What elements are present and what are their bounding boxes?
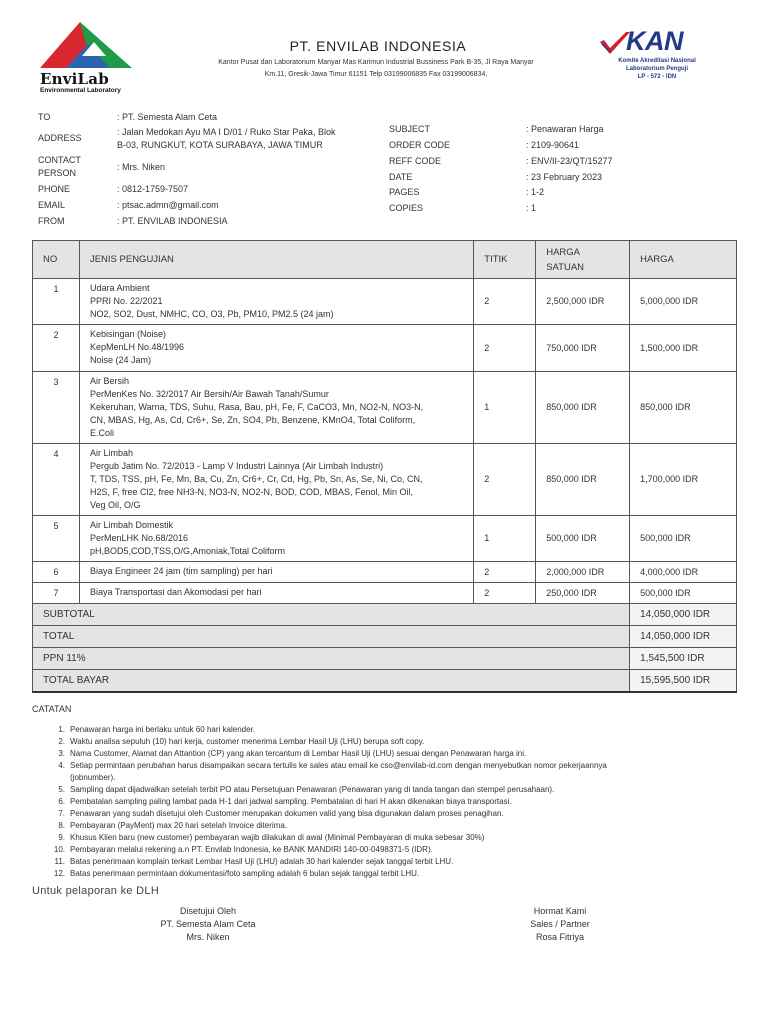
total-row — [33, 626, 737, 648]
ppn-label: PPN 11% — [33, 648, 630, 670]
header-no: NO — [33, 241, 80, 279]
signature-customer-name: Mrs. Niken — [186, 932, 230, 942]
email-label: EMAIL — [38, 200, 66, 210]
note-number: 9. — [58, 833, 65, 842]
to-label: TO — [38, 112, 51, 122]
row-harga: 4,000,000 IDR — [630, 562, 737, 583]
ppn-value: 1,545,500 IDR — [630, 648, 737, 670]
row-titik: 2 — [474, 279, 536, 325]
note-text: Khusus Klien baru (new customer) pembayaran wajib dilakukan di awal (Minimal Pembayaran di muka sebesar 30%) — [70, 833, 485, 842]
note-text: (jobnumber). — [70, 773, 116, 782]
row-description-line: T, TDS, TSS, pH, Fe, Mn, Ba, Cu, Zn, Cr6+, Cr, Cd, Hg, Pb, Sn, As, Se, Ni, Co, CN, — [89, 474, 423, 484]
total-bayar-row — [33, 670, 737, 692]
note-number: 11. — [54, 857, 65, 866]
email-value: : ptsac.admn@gmail.com — [117, 200, 219, 210]
table-row — [33, 562, 737, 583]
table-row — [33, 279, 737, 325]
row-harga-satuan: 250,000 IDR — [536, 583, 630, 604]
contact-label-line1: CONTACT — [38, 155, 81, 165]
row-description-line: Air Bersih — [89, 376, 129, 386]
row-description-line: Pergub Jatim No. 72/2013 - Lamp V Industri Lainnya (Air Limbah Industri) — [89, 461, 384, 471]
note-item — [52, 784, 742, 796]
date-label: DATE — [389, 172, 413, 182]
table-row — [33, 516, 737, 562]
note-item — [52, 856, 742, 868]
row-description-line: PPRI No. 22/2021 — [89, 296, 163, 306]
signature-customer — [128, 905, 288, 944]
from-label: FROM — [38, 216, 65, 226]
company-address — [174, 57, 578, 81]
row-description-line: Veg Oil, O/G — [89, 500, 141, 510]
row-no: 7 — [33, 583, 80, 604]
envilab-triangle-icon — [36, 18, 136, 72]
note-number: 3. — [58, 749, 65, 758]
row-titik: 2 — [474, 444, 536, 516]
ppn-row — [33, 648, 737, 670]
order-code-value: : 2109-90641 — [526, 140, 580, 150]
from-value: : PT. ENVILAB INDONESIA — [117, 216, 228, 226]
header-jenis-pengujian: JENIS PENGUJIAN — [79, 241, 473, 279]
row-harga-satuan: 750,000 IDR — [536, 325, 630, 372]
subject-label: SUBJECT — [389, 124, 431, 134]
subtotal-label: SUBTOTAL — [33, 604, 630, 626]
note-text: Penawaran yang sudah disetujui oleh Customer merupakan dokumen valid yang bisa digunakan dalam proses penagihan. — [70, 809, 504, 818]
note-text: Sampling dapat dijadwalkan setelah terbit PO atau Persetujuan Penawaran (Penawaran yang di tanda tangan dan stempel perusahaan). — [70, 785, 555, 794]
order-code-label: ORDER CODE — [389, 140, 451, 150]
signature-envilab-caption: Hormat Kami — [533, 906, 587, 916]
row-description — [79, 325, 473, 372]
note-text: Nama Customer, Alamat dan Attantion (CP) yang akan tercantum di Lembar Hasil Uji (LHU) sesuai dengan Penawaran harga ini. — [70, 749, 527, 758]
note-item — [52, 820, 742, 832]
row-titik: 1 — [474, 516, 536, 562]
note-text: Pembayaran (PayMent) max 20 hari setelah Invoice diterima. — [70, 821, 287, 830]
note-text: Pembayaran melalui rekening a.n PT. Envilab Indonesia, ke BANK MANDIRI 140-00-0498371-5 (IDR). — [70, 845, 433, 854]
row-no: 5 — [33, 516, 80, 562]
subject-value: : Penawaran Harga — [526, 124, 604, 134]
row-no: 2 — [33, 325, 80, 372]
pages-label: PAGES — [389, 187, 420, 197]
row-no: 1 — [33, 279, 80, 325]
row-description-line: Biaya Transportasi dan Akomodasi per hari — [89, 587, 262, 597]
header-titik: TITIK — [474, 241, 536, 279]
subtotal-row — [33, 604, 737, 626]
note-number: 7. — [58, 809, 65, 818]
note-number: 2. — [58, 737, 65, 746]
note-text: Batas penerimaan komplain terkait Lembar Hasil Uji (LHU) adalah 30 hari kalender sejak tanggal terbit LHU. — [70, 857, 454, 866]
row-harga: 500,000 IDR — [630, 583, 737, 604]
row-harga: 5,000,000 IDR — [630, 279, 737, 325]
reff-code-value: : ENV/II-23/QT/15277 — [526, 156, 613, 166]
company-title: PT. ENVILAB INDONESIA — [289, 38, 467, 54]
phone-value: : 0812-1759-7507 — [117, 184, 189, 194]
note-item — [52, 724, 742, 736]
note-item — [52, 760, 742, 784]
date-value: : 23 February 2023 — [526, 172, 603, 182]
phone-label: PHONE — [38, 184, 71, 194]
kan-logo-line2: Laboratorium Penguji — [625, 66, 688, 72]
copies-value: : 1 — [526, 203, 537, 213]
subtotal-value: 14,050,000 IDR — [630, 604, 737, 626]
total-bayar-value: 15,595,500 IDR — [630, 670, 737, 692]
row-description — [79, 444, 473, 516]
signature-envilab — [480, 905, 640, 944]
note-item — [52, 868, 742, 880]
note-number: 12. — [53, 869, 65, 878]
row-titik: 2 — [474, 562, 536, 583]
row-no: 6 — [33, 562, 80, 583]
contact-value: : Mrs. Niken — [117, 162, 166, 172]
row-titik: 2 — [474, 583, 536, 604]
header-harga-satuan-line2: SATUAN — [546, 261, 585, 273]
row-description-line: Kekeruhan, Warna, TDS, Suhu, Rasa, Bau, pH, Fe, F, CaCO3, Mn, NO2-N, NO3-N, — [89, 402, 424, 412]
row-no: 4 — [33, 444, 80, 516]
row-description — [79, 583, 473, 604]
total-value: 14,050,000 IDR — [630, 626, 737, 648]
header-harga-satuan — [536, 241, 630, 279]
table-row — [33, 372, 737, 444]
address-label: ADDRESS — [38, 133, 82, 143]
signature-customer-company: PT. Semesta Alam Ceta — [160, 919, 256, 929]
signature-envilab-role: Sales / Partner — [530, 919, 590, 929]
company-address-line2: Km.11, Gresik-Jawa Timur 61151 Telp 03199006835 Fax 03199006834, — [264, 71, 488, 78]
total-bayar-label: TOTAL BAYAR — [33, 670, 630, 692]
row-harga: 500,000 IDR — [630, 516, 737, 562]
envilab-logo-subtext: Environmental Laboratory — [40, 87, 121, 94]
table-row — [33, 583, 737, 604]
row-harga-satuan: 500,000 IDR — [536, 516, 630, 562]
header-harga: HARGA — [630, 241, 737, 279]
dlh-reporting-note: Untuk pelaporan ke DLH — [32, 885, 160, 897]
row-description-line: Air Limbah Domestik — [89, 520, 173, 530]
header-harga-satuan-line1: HARGA — [546, 246, 581, 258]
row-description-line: NO2, SO2, Dust, NMHC, CO, O3, Pb, PM10, PM2.5 (24 jam) — [89, 309, 334, 319]
quotation-table — [32, 240, 737, 693]
note-text: Pembatalan sampling paling lambat pada H-1 dari jadwal sampling. Pembatalan di hari H akan dikenakan biaya transportasi. — [70, 797, 512, 806]
row-description-line: Air Limbah — [89, 448, 133, 458]
note-text: Waktu analisa sepuluh (10) hari kerja, customer menerima Lembar Hasil Uji (LHU) berupa soft copy. — [70, 737, 425, 746]
row-harga-satuan: 850,000 IDR — [536, 444, 630, 516]
note-number: 8. — [58, 821, 65, 830]
kan-logo — [598, 26, 716, 86]
row-description-line: Noise (24 Jam) — [89, 355, 151, 365]
note-text: Setiap permintaan perubahan harus disampaikan secara tertulis ke sales atau email ke cso@envilab-id.com dengan menyebutkan nomor pekerjaannya — [70, 761, 607, 770]
to-value: : PT. Semesta Alam Ceta — [117, 112, 218, 122]
note-item — [52, 808, 742, 820]
signature-customer-caption: Disetujui Oleh — [179, 906, 237, 916]
row-description — [79, 516, 473, 562]
envilab-logo — [36, 18, 136, 96]
row-harga: 1,500,000 IDR — [630, 325, 737, 372]
row-description-line: PerMenLHK No.68/2016 — [89, 533, 189, 543]
note-number: 1. — [58, 725, 65, 734]
pages-value: : 1-2 — [526, 187, 545, 197]
notes-title: CATATAN — [32, 704, 72, 714]
table-header-row — [33, 241, 737, 279]
note-number: 5. — [58, 785, 65, 794]
row-description — [79, 562, 473, 583]
envilab-logo-text: EnviLab — [40, 70, 109, 88]
company-address-line1: Kantor Pusat dan Laboratorium Manyar Mas Karimun Industrial Bussiness Park B-35, Jl Raya Manyar — [218, 59, 534, 66]
row-harga-satuan: 2,000,000 IDR — [536, 562, 630, 583]
row-description — [79, 279, 473, 325]
row-description — [79, 372, 473, 444]
row-harga-satuan: 850,000 IDR — [536, 372, 630, 444]
notes-list — [52, 724, 742, 880]
row-description-line: CN, MBAS, Hg, As, Cd, Cr6+, Se, Zn, SO4, Pb, Benzene, KMnO4, Total Coliform, — [89, 415, 416, 425]
row-harga-satuan: 2,500,000 IDR — [536, 279, 630, 325]
note-item — [52, 796, 742, 808]
contact-label-line2: PERSON — [38, 168, 77, 178]
total-label: TOTAL — [33, 626, 630, 648]
row-harga: 850,000 IDR — [630, 372, 737, 444]
row-description-line: Udara Ambient — [89, 283, 150, 293]
note-item — [52, 832, 742, 844]
note-number: 10. — [53, 845, 65, 854]
row-description-line: Kebisingan (Noise) — [89, 329, 166, 339]
note-text: Penawaran harga ini berlaku untuk 60 hari kalender. — [70, 725, 256, 734]
copies-label: COPIES — [389, 203, 424, 213]
note-number: 4. — [58, 761, 65, 770]
row-description-line: PerMenKes No. 32/2017 Air Bersih/Air Bawah Tanah/Sumur — [89, 389, 329, 399]
note-text: Batas penerimaan permintaan dokumentasi/foto sampling adalah 6 bulan sejak tanggal terbit LHU. — [70, 869, 420, 878]
note-number: 6. — [58, 797, 65, 806]
row-titik: 1 — [474, 372, 536, 444]
row-description-line: pH,BOD5,COD,TSS,O/G,Amoniak,Total Coliform — [89, 546, 286, 556]
table-row — [33, 444, 737, 516]
kan-logo-line3: LP - 572 - IDN — [637, 74, 677, 80]
reff-code-label: REFF CODE — [389, 156, 442, 166]
address-value-line1: : Jalan Medokan Ayu MA I D/01 / Ruko Star Paka, Blok — [117, 127, 336, 137]
signature-envilab-name: Rosa Fitriya — [535, 932, 584, 942]
address-value-line2: B-03, RUNGKUT, KOTA SURABAYA, JAWA TIMUR — [117, 140, 323, 150]
row-description-line: KepMenLH No.48/1996 — [89, 342, 185, 352]
kan-logo-line1: Komite Akreditasi Nasional — [618, 58, 696, 64]
table-row — [33, 325, 737, 372]
note-item — [52, 736, 742, 748]
row-titik: 2 — [474, 325, 536, 372]
row-description-line: E.Coli — [89, 428, 114, 438]
note-item — [52, 844, 742, 856]
kan-logo-word: KAN — [626, 26, 683, 56]
row-description-line: H2S, F, free Cl2, free NH3-N, NO3-N, NO2-N, BOD, COD, MBAS, Fenol, Min Oil, — [89, 487, 414, 497]
note-item — [52, 748, 742, 760]
row-harga: 1,700,000 IDR — [630, 444, 737, 516]
row-description-line: Biaya Engineer 24 jam (tim sampling) per hari — [89, 566, 273, 576]
row-no: 3 — [33, 372, 80, 444]
